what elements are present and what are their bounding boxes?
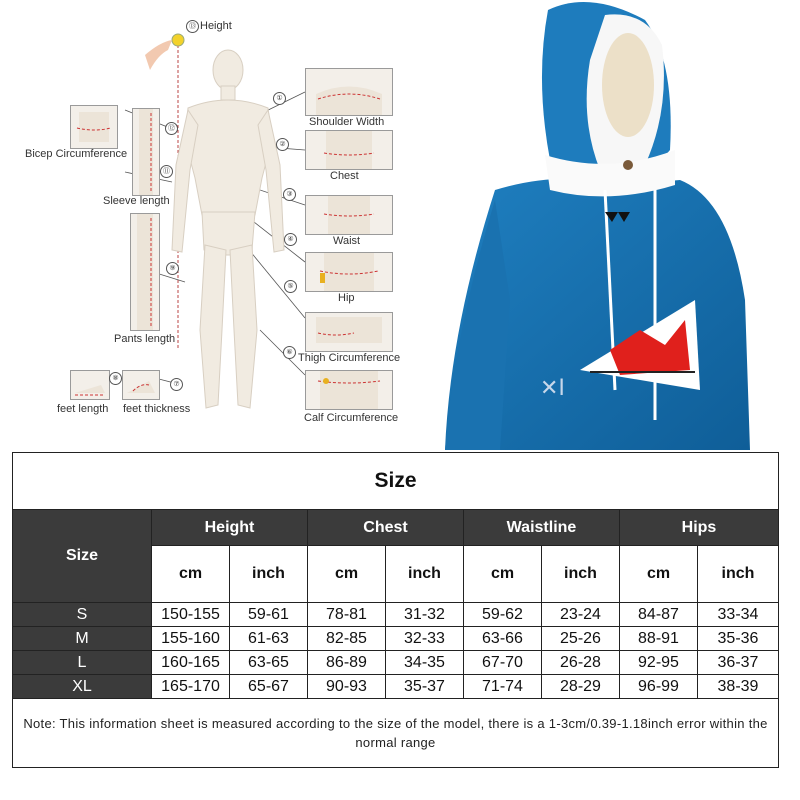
pants-label: Pants length (114, 333, 176, 345)
feet-thickness-thumbnail (122, 370, 160, 400)
waist-thumbnail (305, 195, 393, 235)
unit-header: inch (230, 546, 308, 603)
marker-6: ⑥ (283, 346, 296, 359)
calf-thumbnail (305, 370, 393, 410)
bicep-thumbnail (70, 105, 118, 149)
marker-2: ② (276, 138, 289, 151)
table-cell: 36-37 (698, 651, 779, 675)
table-cell: 90-93 (308, 675, 386, 699)
marker-3: ③ (283, 188, 296, 201)
unit-header: cm (152, 546, 230, 603)
table-cell: 96-99 (620, 675, 698, 699)
feet-length-thumbnail (70, 370, 110, 400)
product-photo (440, 0, 800, 450)
hip-thumbnail (305, 252, 393, 292)
table-cell: 35-36 (698, 627, 779, 651)
table-cell: 28-29 (542, 675, 620, 699)
shark-hoodie-illustration (440, 0, 800, 450)
size-label: S (13, 603, 152, 627)
table-cell: 86-89 (308, 651, 386, 675)
group-header-height: Height (152, 510, 308, 546)
shoulder-width-label: Shoulder Width (309, 116, 385, 128)
unit-header: cm (308, 546, 386, 603)
marker-4: ④ (284, 233, 297, 246)
unit-header: cm (620, 546, 698, 603)
marker-5: ⑤ (284, 280, 297, 293)
feet-length-label: feet length (57, 403, 109, 415)
size-table (12, 452, 779, 768)
chest-label: Chest (330, 170, 359, 182)
table-cell: 34-35 (386, 651, 464, 675)
table-cell: 82-85 (308, 627, 386, 651)
height-label: Height (200, 20, 232, 32)
table-cell: 155-160 (152, 627, 230, 651)
marker-13: ⑬ (186, 20, 199, 33)
marker-11: ⑪ (160, 165, 173, 178)
table-cell: 65-67 (230, 675, 308, 699)
table-cell: 84-87 (620, 603, 698, 627)
group-header-waistline: Waistline (464, 510, 620, 546)
feet-thickness-label: feet thickness (123, 403, 191, 415)
table-cell: 33-34 (698, 603, 779, 627)
table-cell: 63-65 (230, 651, 308, 675)
hip-label: Hip (338, 292, 355, 304)
table-cell: 31-32 (386, 603, 464, 627)
marker-8: ⑧ (109, 372, 122, 385)
table-cell: 63-66 (464, 627, 542, 651)
unit-header: inch (698, 546, 779, 603)
table-cell: 71-74 (464, 675, 542, 699)
table-row (13, 603, 779, 627)
thigh-thumbnail (305, 312, 393, 352)
size-column-header: Size (13, 510, 152, 603)
unit-header: cm (464, 546, 542, 603)
table-cell: 35-37 (386, 675, 464, 699)
table-cell: 59-62 (464, 603, 542, 627)
table-cell: 160-165 (152, 651, 230, 675)
table-row (13, 675, 779, 699)
marker-1: ① (273, 92, 286, 105)
group-header-chest: Chest (308, 510, 464, 546)
chest-thumbnail (305, 130, 393, 170)
table-cell: 88-91 (620, 627, 698, 651)
table-cell: 23-24 (542, 603, 620, 627)
bicep-label: Bicep Circumference (25, 148, 128, 160)
shoulder-width-thumbnail (305, 68, 393, 116)
waist-label: Waist (333, 235, 361, 247)
table-cell: 78-81 (308, 603, 386, 627)
table-cell: 92-95 (620, 651, 698, 675)
calf-label: Calf Circumference (304, 412, 399, 424)
size-label: L (13, 651, 152, 675)
sleeve-thumbnail (132, 108, 160, 196)
table-cell: 26-28 (542, 651, 620, 675)
table-cell: 150-155 (152, 603, 230, 627)
table-cell: 61-63 (230, 627, 308, 651)
marker-7: ⑦ (170, 378, 183, 391)
marker-9: ⑨ (166, 262, 179, 275)
table-row (13, 651, 779, 675)
measurement-note: Note: This information sheet is measured according to the size of the model, there is a 1-3cm/0.39-1.18inch error within the normal range (13, 699, 779, 768)
measurement-guide (0, 0, 420, 440)
size-label: M (13, 627, 152, 651)
table-cell: 165-170 (152, 675, 230, 699)
svg-text:✕I: ✕I (540, 376, 565, 401)
table-cell: 38-39 (698, 675, 779, 699)
thigh-label: Thigh Circumference (298, 352, 401, 364)
table-cell: 59-61 (230, 603, 308, 627)
size-label: XL (13, 675, 152, 699)
table-cell: 32-33 (386, 627, 464, 651)
table-row (13, 627, 779, 651)
table-title: Size (13, 453, 779, 510)
marker-12: ⑫ (165, 122, 178, 135)
unit-header: inch (386, 546, 464, 603)
group-header-hips: Hips (620, 510, 779, 546)
unit-header: inch (542, 546, 620, 603)
table-cell: 67-70 (464, 651, 542, 675)
table-cell: 25-26 (542, 627, 620, 651)
sleeve-label: Sleeve length (103, 195, 170, 207)
pants-thumbnail (130, 213, 160, 331)
